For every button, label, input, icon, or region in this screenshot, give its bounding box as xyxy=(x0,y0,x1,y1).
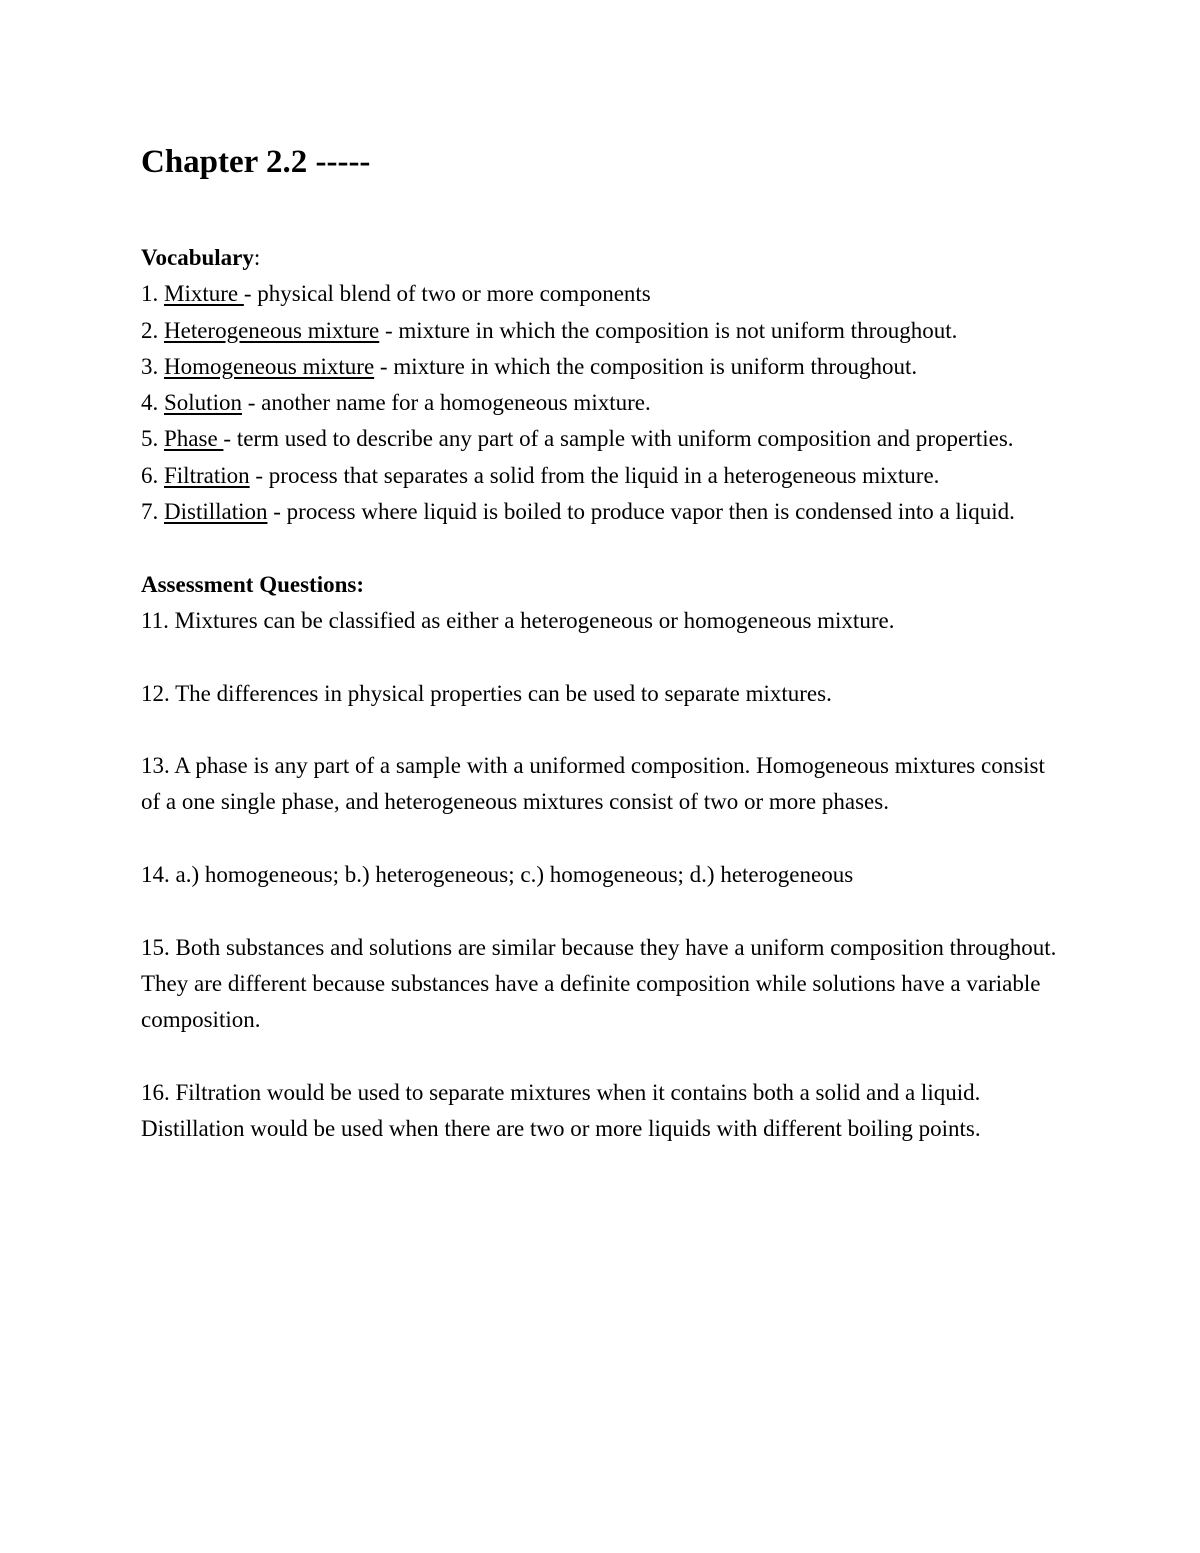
page-title: Chapter 2.2 ----- xyxy=(141,144,371,180)
vocab-item-number: 4. xyxy=(141,390,164,416)
vocab-term: Phase xyxy=(164,426,224,452)
vocab-item-heterogeneous-mixture xyxy=(141,313,1061,349)
vocab-item-homogeneous-mixture xyxy=(141,349,1061,385)
vocab-definition: - term used to describe any part of a sample with uniform composition and properties. xyxy=(223,426,1014,452)
vocab-item-mixture xyxy=(141,276,1061,312)
vocab-term: Distillation xyxy=(164,499,268,525)
vocabulary-heading xyxy=(141,240,1061,276)
spacer xyxy=(141,1039,1061,1075)
spacer xyxy=(141,530,1061,566)
vocab-definition: - physical blend of two or more components xyxy=(243,281,651,307)
vocab-definition: - mixture in which the composition is uniform throughout. xyxy=(374,353,918,379)
answer-13: 13. A phase is any part of a sample with a uniformed composition. Homogeneous mixtures consist of a one single phase, and heterogeneous mixtures consist of two or more phases. xyxy=(141,753,1045,815)
vocab-item-number: 3. xyxy=(141,353,164,379)
vocab-term: Solution xyxy=(164,390,242,416)
assessment-heading: Assessment Questions: xyxy=(141,571,364,597)
assessment-answers xyxy=(141,603,1061,1147)
answer-11: 11. Mixtures can be classified as either a heterogeneous or homogeneous mixture. xyxy=(141,607,895,633)
vocabulary-heading-label: Vocabulary xyxy=(141,245,254,270)
answer-14: 14. a.) homogeneous; b.) heterogeneous; c.) homogeneous; d.) heterogeneous xyxy=(141,862,854,888)
document-page xyxy=(141,138,1061,1147)
vocab-definition: - process where liquid is boiled to produce vapor then is condensed into a liquid. xyxy=(267,499,1015,525)
vocab-term: Homogeneous mixture xyxy=(164,353,375,379)
answer-15: 15. Both substances and solutions are similar because they have a uniform composition throughout. They are different because substances have a definite composition while solutions have a variable composition. xyxy=(141,934,1057,1033)
answer-16: 16. Filtration would be used to separate mixtures when it contains both a solid and a liquid. Distillation would be used when there are two or more liquids with different boiling points. xyxy=(141,1079,981,1142)
vocabulary-list xyxy=(141,276,1061,530)
vocab-item-phase xyxy=(141,421,1061,457)
spacer xyxy=(141,893,1061,929)
vocab-definition: - mixture in which the composition is not uniform throughout. xyxy=(379,317,958,343)
vocab-term: Mixture xyxy=(164,281,244,307)
vocab-item-number: 5. xyxy=(141,426,164,452)
vocab-term: Filtration xyxy=(164,462,250,488)
spacer xyxy=(141,712,1061,748)
vocabulary-heading-colon: : xyxy=(253,245,261,270)
vocab-item-solution xyxy=(141,385,1061,421)
spacer xyxy=(141,639,1061,675)
vocab-item-number: 6. xyxy=(141,462,164,488)
answer-12: 12. The differences in physical properties can be used to separate mixtures. xyxy=(141,680,832,706)
spacer xyxy=(141,821,1061,857)
vocab-item-number: 7. xyxy=(141,499,164,525)
vocab-item-filtration xyxy=(141,458,1061,494)
vocab-item-number: 2. xyxy=(141,317,164,343)
spacer xyxy=(141,186,1061,240)
vocab-term: Heterogeneous mixture xyxy=(164,317,380,343)
vocab-item-distillation xyxy=(141,494,1061,530)
vocab-definition: - another name for a homogeneous mixture. xyxy=(241,390,651,416)
vocab-definition: - process that separates a solid from the liquid in a heterogeneous mixture. xyxy=(249,462,940,488)
vocab-item-number: 1. xyxy=(141,281,164,307)
